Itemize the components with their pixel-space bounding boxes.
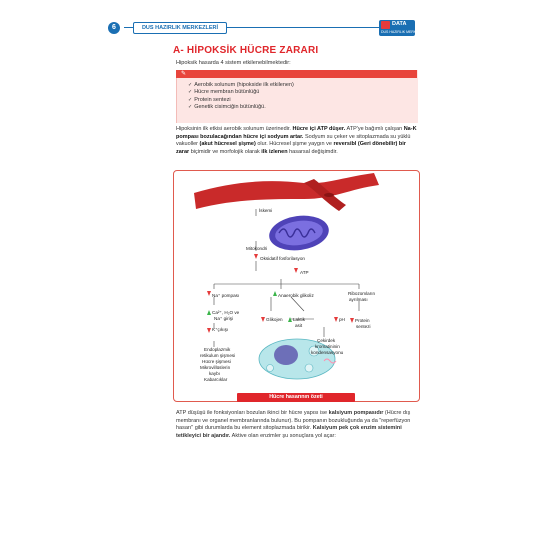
figure-caption: Hücre hasarının özeti [237,393,355,402]
down-arrow-icon [254,254,258,259]
pencil-icon: ✎ [181,71,187,77]
page-number: 6 [108,22,120,34]
list-item: ✓ Protein sentezi [188,96,231,103]
down-arrow-icon [294,268,298,273]
down-arrow-icon [207,291,211,296]
label-laktik-1: Laktik [293,317,306,322]
logo-subtext: DUS HAZIRLIK MERKEZLERİ [381,30,429,34]
label-ph: pH [339,317,345,322]
down-arrow-icon [350,318,354,323]
label-protein-1: Protein [355,318,370,323]
list-item: ✓ Aerobik solunum (hipokside ilk etkilenen) [188,82,294,88]
label-glikojen: Glikojen [266,317,283,322]
label-endo-1: Endoplazmik [204,347,231,352]
list-item: ✓ Genetik cisimciğin bütünlüğü. [188,104,266,111]
body-paragraph-2: ATP düşüşü ile fonksiyonları bozulan ikinci bir hücre yapısı ise kalsiyum pompasıdır (Hücre dış membranı ve organel membranlarında bulunur). Bu pompanın bozukluğunda ya da "reperfüzyon hasarı" gibi durumlarda bu element sitoplazmada birikir. Kalsiyum pek çok enzim sistemini tetikleyici bir ajandır. Aktive olan enzimler şu sonuçlara yol açar: [176,410,411,439]
info-box-list [188,82,294,112]
label-ribozom-1: Ribozomların [348,291,376,296]
info-box-header [176,70,417,78]
label-mitokondri: Mitokondri [246,246,268,251]
label-k-cikisi: K⁺çıkışı [212,327,229,332]
label-endo-6: Kabarcıklar [204,377,228,382]
up-arrow-icon [288,317,292,322]
label-cekirdek-3: kondensasyonu [311,350,344,355]
label-cekirdek-2: kromatininin [315,344,340,349]
header-section-tab: DUS HAZIRLIK MERKEZLERİ [133,22,227,34]
label-ribozom-2: ayrılması [349,297,368,302]
down-arrow-icon [334,317,338,322]
list-item: ✓ Hücre membran bütünlüğü [188,89,260,96]
label-endo-5: kaybı [209,371,220,376]
up-arrow-icon [207,310,211,315]
label-laktik-2: asit [295,323,303,328]
diagram-svg [174,171,419,401]
label-endo-4: Mikrovillüslerin [200,365,231,370]
label-protein-2: sentezi [356,324,371,329]
logo-text: DATA [392,21,407,27]
check-icon: ✓ [188,104,193,111]
label-iskemi: İskemi [259,208,273,213]
publisher-logo [379,20,429,36]
up-arrow-icon [273,291,277,296]
logo-mark-icon [381,21,390,29]
check-icon: ✓ [188,96,193,103]
label-ca-2: Na⁺ girişi [214,316,234,321]
body-paragraph-1: Hipoksinin ilk etkisi aerobik solunum üzerinedir. Hücre içi ATP düşer. ATP'ye bağımlı çalışan Na-K pompası bozulacağından hücre içi sodyum artar. Sodyum su çeker ve sitoplazmada su yüklü vakuoller (akut hücresel şişme) olur. Hücresel şişme yaygın ve reversibl (Geri dönebilir) bir zarar biçimidir ve morfolojik olarak ilk izlenen hasarsal değişimdir. [176,126,417,155]
label-atp: ATP [300,270,309,275]
blood-vessel-image [194,173,379,209]
label-endo-2: retikulum şişmesi [200,353,236,358]
label-anaerobik: Anaerobik glikoliz [278,293,314,298]
cell-injury-diagram [173,170,420,402]
down-arrow-icon [207,328,211,333]
label-na-pompasi: Na⁺ pompası [212,293,240,298]
check-icon: ✓ [188,89,193,96]
label-oksidatif: Oksidatif fosforilasyon [260,256,305,261]
intro-text: Hipoksik hasarda 4 sistem etkilenebilmektedir: [176,60,291,66]
label-endo-3: Hücre şişmesi [202,359,231,364]
down-arrow-icon [261,317,265,322]
label-ca-1: Ca²⁺, H₂O ve [212,310,240,315]
check-icon: ✓ [188,82,193,88]
mitochondrion-image [267,212,331,254]
label-cekirdek-1: Çekirdek [317,338,336,343]
section-title: A- HİPOKSİK HÜCRE ZARARI [173,45,319,56]
